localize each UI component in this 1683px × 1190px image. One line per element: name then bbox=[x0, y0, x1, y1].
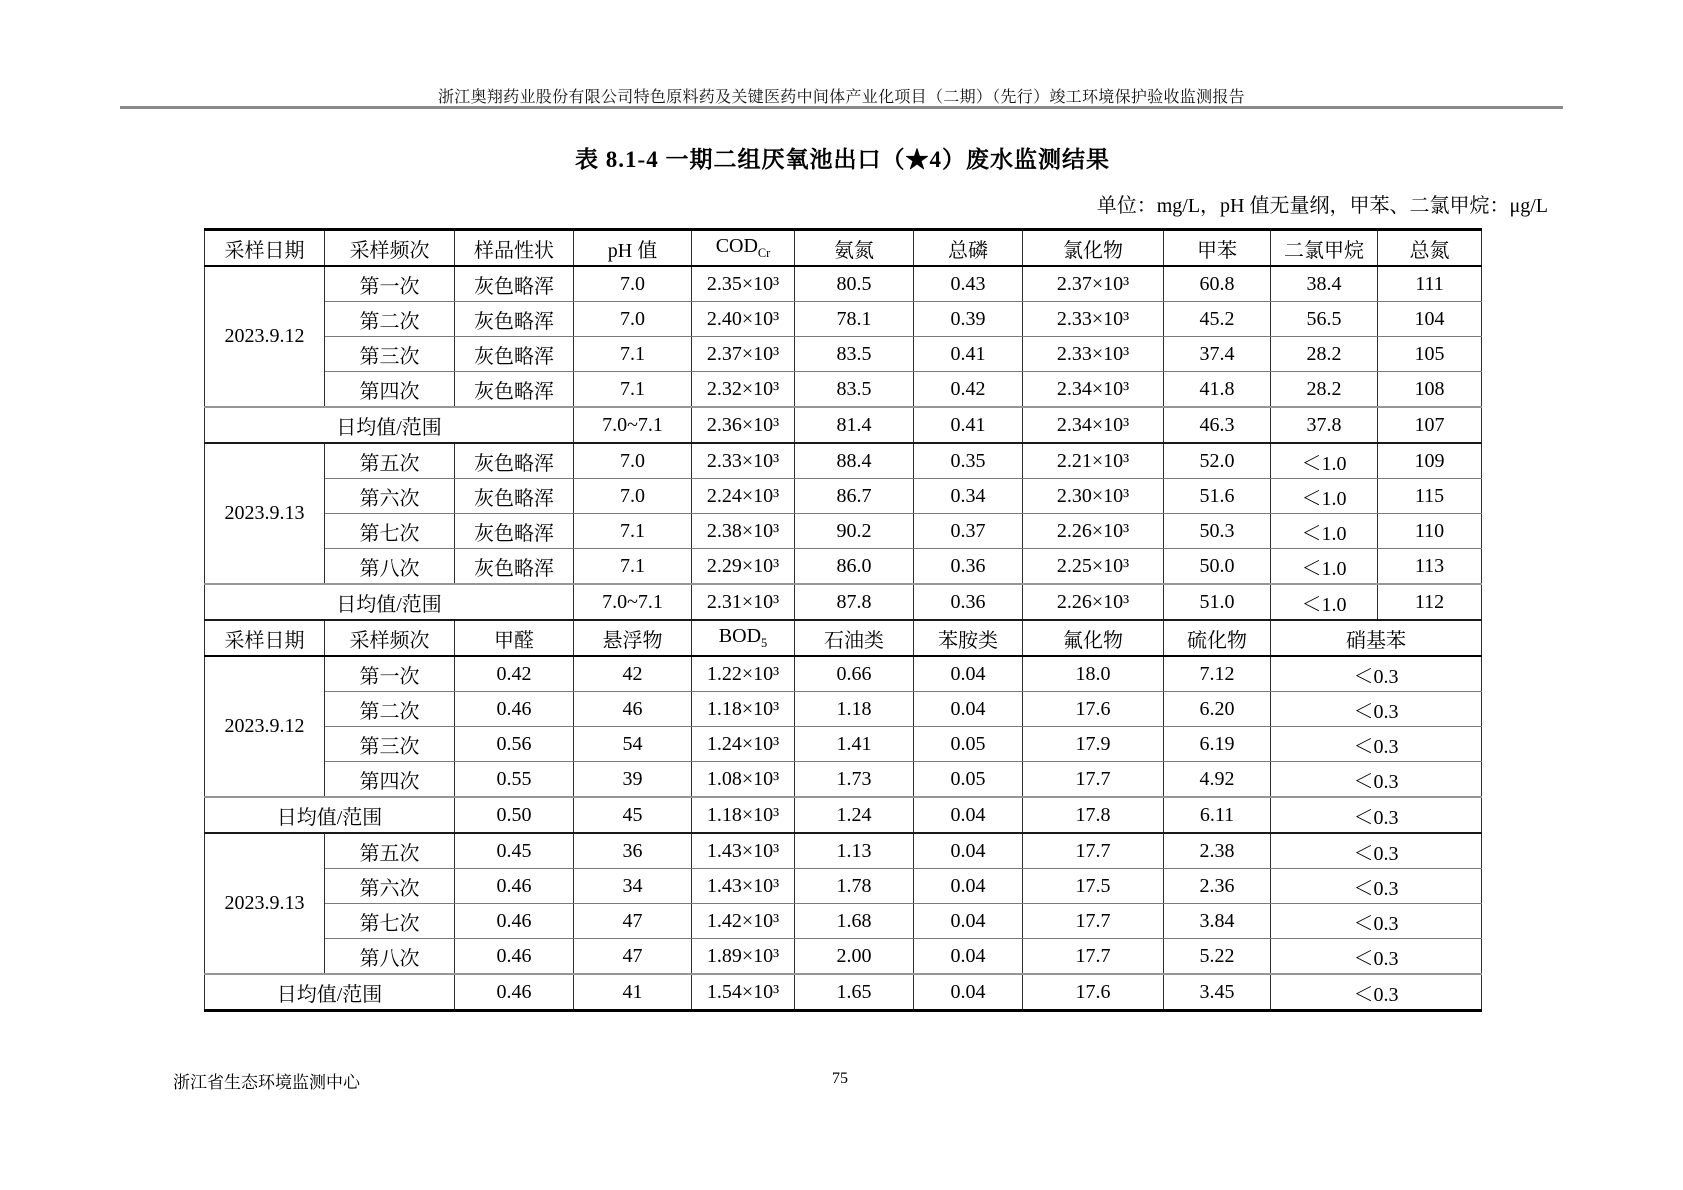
cell: 第六次 bbox=[325, 479, 455, 514]
header-divider bbox=[120, 106, 1563, 109]
cell: ＜0.3 bbox=[1271, 974, 1482, 1011]
cell: 1.24 bbox=[795, 797, 914, 833]
cell: 7.1 bbox=[574, 549, 692, 585]
cell: 17.6 bbox=[1023, 692, 1164, 727]
cell: ＜0.3 bbox=[1271, 797, 1482, 833]
cell: 37.4 bbox=[1164, 337, 1271, 372]
cell: 38.4 bbox=[1271, 266, 1378, 302]
cell: 104 bbox=[1378, 302, 1482, 337]
cell: 2.37×10³ bbox=[692, 337, 795, 372]
table-row bbox=[205, 904, 1482, 939]
col-cod-text: COD bbox=[715, 235, 758, 257]
cell: 7.0~7.1 bbox=[574, 407, 692, 443]
cell: 第四次 bbox=[325, 762, 455, 798]
col-toluene: 甲苯 bbox=[1164, 230, 1271, 267]
cell: 0.41 bbox=[914, 407, 1023, 443]
cell: ＜0.3 bbox=[1271, 869, 1482, 904]
cell: 7.1 bbox=[574, 514, 692, 549]
cell: 第四次 bbox=[325, 372, 455, 408]
cell: 2.37×10³ bbox=[1023, 266, 1164, 302]
page-number: 75 bbox=[832, 1070, 848, 1087]
cell: 7.1 bbox=[574, 372, 692, 408]
cell: 0.46 bbox=[455, 974, 574, 1011]
cell: 17.6 bbox=[1023, 974, 1164, 1011]
cell: 0.46 bbox=[455, 904, 574, 939]
cell: 80.5 bbox=[795, 266, 914, 302]
cell: 18.0 bbox=[1023, 656, 1164, 692]
table-row bbox=[205, 939, 1482, 975]
cell: 0.36 bbox=[914, 584, 1023, 620]
col-formaldehyde: 甲醛 bbox=[455, 620, 574, 656]
cell: 灰色略浑 bbox=[455, 337, 574, 372]
cell: 2.31×10³ bbox=[692, 584, 795, 620]
cell: 60.8 bbox=[1164, 266, 1271, 302]
cell: 1.73 bbox=[795, 762, 914, 798]
cell: 2.40×10³ bbox=[692, 302, 795, 337]
cell: 50.0 bbox=[1164, 549, 1271, 585]
page-header-text: 浙江奥翔药业股份有限公司特色原料药及关键医药中间体产业化项目（二期）（先行）竣工环境保护验收监测报告 bbox=[437, 89, 1245, 106]
col-dichloromethane: 二氯甲烷 bbox=[1271, 230, 1378, 267]
cell: 37.8 bbox=[1271, 407, 1378, 443]
cell: 36 bbox=[574, 833, 692, 869]
table-row bbox=[205, 692, 1482, 727]
cell: 第三次 bbox=[325, 727, 455, 762]
cell: 1.65 bbox=[795, 974, 914, 1011]
daily-average-row bbox=[205, 797, 1482, 833]
monitoring-results-table bbox=[204, 228, 1482, 1012]
cell: 0.05 bbox=[914, 762, 1023, 798]
col-petroleum: 石油类 bbox=[795, 620, 914, 656]
avg-label-cell: 日均值/范围 bbox=[205, 407, 574, 443]
cell: 46 bbox=[574, 692, 692, 727]
cell: 灰色略浑 bbox=[455, 514, 574, 549]
cell: 1.41 bbox=[795, 727, 914, 762]
cell: 0.50 bbox=[455, 797, 574, 833]
cell: 灰色略浑 bbox=[455, 302, 574, 337]
cell: 1.54×10³ bbox=[692, 974, 795, 1011]
cell: 51.6 bbox=[1164, 479, 1271, 514]
cell: 2.32×10³ bbox=[692, 372, 795, 408]
cell: 7.1 bbox=[574, 337, 692, 372]
cell: 1.42×10³ bbox=[692, 904, 795, 939]
cell: 51.0 bbox=[1164, 584, 1271, 620]
cell: 7.0 bbox=[574, 302, 692, 337]
cell: 7.0~7.1 bbox=[574, 584, 692, 620]
cell: 第五次 bbox=[325, 833, 455, 869]
table-header-row bbox=[205, 230, 1482, 267]
cell: 2.33×10³ bbox=[1023, 337, 1164, 372]
unit-note: 单位：mg/L，pH 值无量纲，甲苯、二氯甲烷：μg/L bbox=[1096, 195, 1548, 217]
cell: 第一次 bbox=[325, 656, 455, 692]
cell: 46.3 bbox=[1164, 407, 1271, 443]
cell: 17.9 bbox=[1023, 727, 1164, 762]
cell: 0.04 bbox=[914, 833, 1023, 869]
cell: 0.39 bbox=[914, 302, 1023, 337]
cell: 17.7 bbox=[1023, 833, 1164, 869]
cell: 39 bbox=[574, 762, 692, 798]
cell: 56.5 bbox=[1271, 302, 1378, 337]
col-bod-subscript: 5 bbox=[761, 636, 768, 650]
cell: 41.8 bbox=[1164, 372, 1271, 408]
table-row bbox=[205, 549, 1482, 585]
cell: 5.22 bbox=[1164, 939, 1271, 975]
cell: 110 bbox=[1378, 514, 1482, 549]
cell: 47 bbox=[574, 939, 692, 975]
cell: 0.34 bbox=[914, 479, 1023, 514]
cell: 50.3 bbox=[1164, 514, 1271, 549]
cell: 0.35 bbox=[914, 443, 1023, 479]
avg-label-cell: 日均值/范围 bbox=[205, 797, 455, 833]
cell: 78.1 bbox=[795, 302, 914, 337]
daily-average-row bbox=[205, 407, 1482, 443]
col-suspended-solids: 悬浮物 bbox=[574, 620, 692, 656]
cell: 2.34×10³ bbox=[1023, 407, 1164, 443]
table-row bbox=[205, 869, 1482, 904]
cell: 0.04 bbox=[914, 974, 1023, 1011]
cell: 0.04 bbox=[914, 869, 1023, 904]
cell: 2.26×10³ bbox=[1023, 584, 1164, 620]
col-ph: pH 值 bbox=[574, 230, 692, 267]
avg-label-cell: 日均值/范围 bbox=[205, 584, 574, 620]
cell: 2.00 bbox=[795, 939, 914, 975]
cell: ＜1.0 bbox=[1271, 443, 1378, 479]
cell: 2.38 bbox=[1164, 833, 1271, 869]
table-row bbox=[205, 443, 1482, 479]
cell: 7.0 bbox=[574, 443, 692, 479]
col-sampling-frequency-2: 采样频次 bbox=[325, 620, 455, 656]
date-cell: 2023.9.12 bbox=[205, 266, 325, 407]
cell: ＜1.0 bbox=[1271, 549, 1378, 585]
cell: 3.45 bbox=[1164, 974, 1271, 1011]
cell: 112 bbox=[1378, 584, 1482, 620]
table-row bbox=[205, 656, 1482, 692]
cell: 1.89×10³ bbox=[692, 939, 795, 975]
cell: 1.22×10³ bbox=[692, 656, 795, 692]
cell: 3.84 bbox=[1164, 904, 1271, 939]
cell: 2.36 bbox=[1164, 869, 1271, 904]
cell: 0.42 bbox=[914, 372, 1023, 408]
cell: 111 bbox=[1378, 266, 1482, 302]
table-row bbox=[205, 266, 1482, 302]
cell: 1.24×10³ bbox=[692, 727, 795, 762]
cell: 28.2 bbox=[1271, 372, 1378, 408]
cell: 2.33×10³ bbox=[1023, 302, 1164, 337]
cell: 0.66 bbox=[795, 656, 914, 692]
cell: 2.24×10³ bbox=[692, 479, 795, 514]
cell: 第五次 bbox=[325, 443, 455, 479]
cell: 1.13 bbox=[795, 833, 914, 869]
col-sulfide: 硫化物 bbox=[1164, 620, 1271, 656]
cell: 2.30×10³ bbox=[1023, 479, 1164, 514]
date-cell: 2023.9.12 bbox=[205, 656, 325, 797]
cell: 47 bbox=[574, 904, 692, 939]
cell: 17.5 bbox=[1023, 869, 1164, 904]
col-bod5 bbox=[692, 620, 795, 656]
col-sampling-date-2: 采样日期 bbox=[205, 620, 325, 656]
cell: 81.4 bbox=[795, 407, 914, 443]
col-total-nitrogen: 总氮 bbox=[1378, 230, 1482, 267]
cell: 0.46 bbox=[455, 869, 574, 904]
col-chloride: 氯化物 bbox=[1023, 230, 1164, 267]
cell: 17.8 bbox=[1023, 797, 1164, 833]
cell: 105 bbox=[1378, 337, 1482, 372]
col-aniline: 苯胺类 bbox=[914, 620, 1023, 656]
cell: 17.7 bbox=[1023, 762, 1164, 798]
cell: ＜0.3 bbox=[1271, 904, 1482, 939]
table-header-row-2 bbox=[205, 620, 1482, 656]
cell: ＜0.3 bbox=[1271, 833, 1482, 869]
table-row bbox=[205, 762, 1482, 798]
cell: 1.08×10³ bbox=[692, 762, 795, 798]
cell: 灰色略浑 bbox=[455, 266, 574, 302]
cell: ＜0.3 bbox=[1271, 762, 1482, 798]
cell: 2.36×10³ bbox=[692, 407, 795, 443]
cell: 6.11 bbox=[1164, 797, 1271, 833]
cell: 6.19 bbox=[1164, 727, 1271, 762]
col-bod-text: BOD bbox=[718, 625, 762, 647]
cell: 108 bbox=[1378, 372, 1482, 408]
cell: 1.68 bbox=[795, 904, 914, 939]
cell: 2.26×10³ bbox=[1023, 514, 1164, 549]
cell: 灰色略浑 bbox=[455, 549, 574, 585]
cell: 6.20 bbox=[1164, 692, 1271, 727]
col-nitrobenzene: 硝基苯 bbox=[1271, 620, 1482, 656]
daily-average-row bbox=[205, 584, 1482, 620]
cell: 灰色略浑 bbox=[455, 443, 574, 479]
table-row bbox=[205, 833, 1482, 869]
cell: 1.78 bbox=[795, 869, 914, 904]
footer-organization: 浙江省生态环境监测中心 bbox=[173, 1073, 360, 1092]
cell: 第一次 bbox=[325, 266, 455, 302]
daily-average-row bbox=[205, 974, 1482, 1011]
col-ammonia-nitrogen: 氨氮 bbox=[795, 230, 914, 267]
avg-label-cell: 日均值/范围 bbox=[205, 974, 455, 1011]
table-row bbox=[205, 372, 1482, 408]
cell: 0.36 bbox=[914, 549, 1023, 585]
cell: 2.33×10³ bbox=[692, 443, 795, 479]
cell: 灰色略浑 bbox=[455, 479, 574, 514]
cell: 第七次 bbox=[325, 904, 455, 939]
cell: 第八次 bbox=[325, 939, 455, 975]
cell: 17.7 bbox=[1023, 939, 1164, 975]
cell: 88.4 bbox=[795, 443, 914, 479]
cell: 2.25×10³ bbox=[1023, 549, 1164, 585]
cell: 0.41 bbox=[914, 337, 1023, 372]
cell: 0.46 bbox=[455, 939, 574, 975]
cell: 第七次 bbox=[325, 514, 455, 549]
cell: 1.18×10³ bbox=[692, 797, 795, 833]
cell: 第二次 bbox=[325, 692, 455, 727]
cell: 1.43×10³ bbox=[692, 869, 795, 904]
cell: 0.56 bbox=[455, 727, 574, 762]
cell: 0.46 bbox=[455, 692, 574, 727]
cell: 第六次 bbox=[325, 869, 455, 904]
cell: ＜0.3 bbox=[1271, 656, 1482, 692]
cell: 83.5 bbox=[795, 337, 914, 372]
cell: 90.2 bbox=[795, 514, 914, 549]
col-total-phosphorus: 总磷 bbox=[914, 230, 1023, 267]
col-fluoride: 氟化物 bbox=[1023, 620, 1164, 656]
cell: 7.0 bbox=[574, 479, 692, 514]
cell: 86.0 bbox=[795, 549, 914, 585]
cell: 2.38×10³ bbox=[692, 514, 795, 549]
cell: 0.37 bbox=[914, 514, 1023, 549]
col-cod bbox=[692, 230, 795, 267]
cell: ＜1.0 bbox=[1271, 514, 1378, 549]
table-row bbox=[205, 514, 1482, 549]
cell: 0.45 bbox=[455, 833, 574, 869]
cell: 0.04 bbox=[914, 904, 1023, 939]
cell: 115 bbox=[1378, 479, 1482, 514]
cell: 0.43 bbox=[914, 266, 1023, 302]
cell: 0.04 bbox=[914, 939, 1023, 975]
cell: 54 bbox=[574, 727, 692, 762]
cell: 52.0 bbox=[1164, 443, 1271, 479]
cell: 4.92 bbox=[1164, 762, 1271, 798]
cell: 第八次 bbox=[325, 549, 455, 585]
table-row bbox=[205, 302, 1482, 337]
col-cod-subscript: Cr bbox=[757, 246, 771, 260]
cell: 1.18 bbox=[795, 692, 914, 727]
cell: ＜0.3 bbox=[1271, 939, 1482, 975]
cell: ＜0.3 bbox=[1271, 727, 1482, 762]
cell: 2.29×10³ bbox=[692, 549, 795, 585]
cell: ＜1.0 bbox=[1271, 584, 1378, 620]
cell: 107 bbox=[1378, 407, 1482, 443]
cell: 第三次 bbox=[325, 337, 455, 372]
cell: 41 bbox=[574, 974, 692, 1011]
cell: 0.04 bbox=[914, 692, 1023, 727]
cell: 0.05 bbox=[914, 727, 1023, 762]
table-row bbox=[205, 337, 1482, 372]
cell: 17.7 bbox=[1023, 904, 1164, 939]
col-sampling-frequency: 采样频次 bbox=[325, 230, 455, 267]
cell: 0.04 bbox=[914, 797, 1023, 833]
cell: 2.21×10³ bbox=[1023, 443, 1164, 479]
cell: 2.34×10³ bbox=[1023, 372, 1164, 408]
cell: 86.7 bbox=[795, 479, 914, 514]
cell: 7.12 bbox=[1164, 656, 1271, 692]
cell: 1.18×10³ bbox=[692, 692, 795, 727]
cell: 113 bbox=[1378, 549, 1482, 585]
cell: 0.04 bbox=[914, 656, 1023, 692]
table-row bbox=[205, 479, 1482, 514]
cell: 7.0 bbox=[574, 266, 692, 302]
cell: 灰色略浑 bbox=[455, 372, 574, 408]
cell: ＜0.3 bbox=[1271, 692, 1482, 727]
date-cell: 2023.9.13 bbox=[205, 833, 325, 974]
cell: 第二次 bbox=[325, 302, 455, 337]
cell: 45.2 bbox=[1164, 302, 1271, 337]
date-cell: 2023.9.13 bbox=[205, 443, 325, 584]
cell: 28.2 bbox=[1271, 337, 1378, 372]
table-title: 表 8.1-4 一期二组厌氧池出口（★4）废水监测结果 bbox=[575, 147, 1110, 172]
col-sampling-date: 采样日期 bbox=[205, 230, 325, 267]
cell: 1.43×10³ bbox=[692, 833, 795, 869]
cell: 45 bbox=[574, 797, 692, 833]
cell: 34 bbox=[574, 869, 692, 904]
cell: 109 bbox=[1378, 443, 1482, 479]
table-row bbox=[205, 727, 1482, 762]
col-sample-appearance: 样品性状 bbox=[455, 230, 574, 267]
cell: 83.5 bbox=[795, 372, 914, 408]
cell: 87.8 bbox=[795, 584, 914, 620]
cell: ＜1.0 bbox=[1271, 479, 1378, 514]
cell: 2.35×10³ bbox=[692, 266, 795, 302]
cell: 0.42 bbox=[455, 656, 574, 692]
cell: 0.55 bbox=[455, 762, 574, 798]
cell: 42 bbox=[574, 656, 692, 692]
